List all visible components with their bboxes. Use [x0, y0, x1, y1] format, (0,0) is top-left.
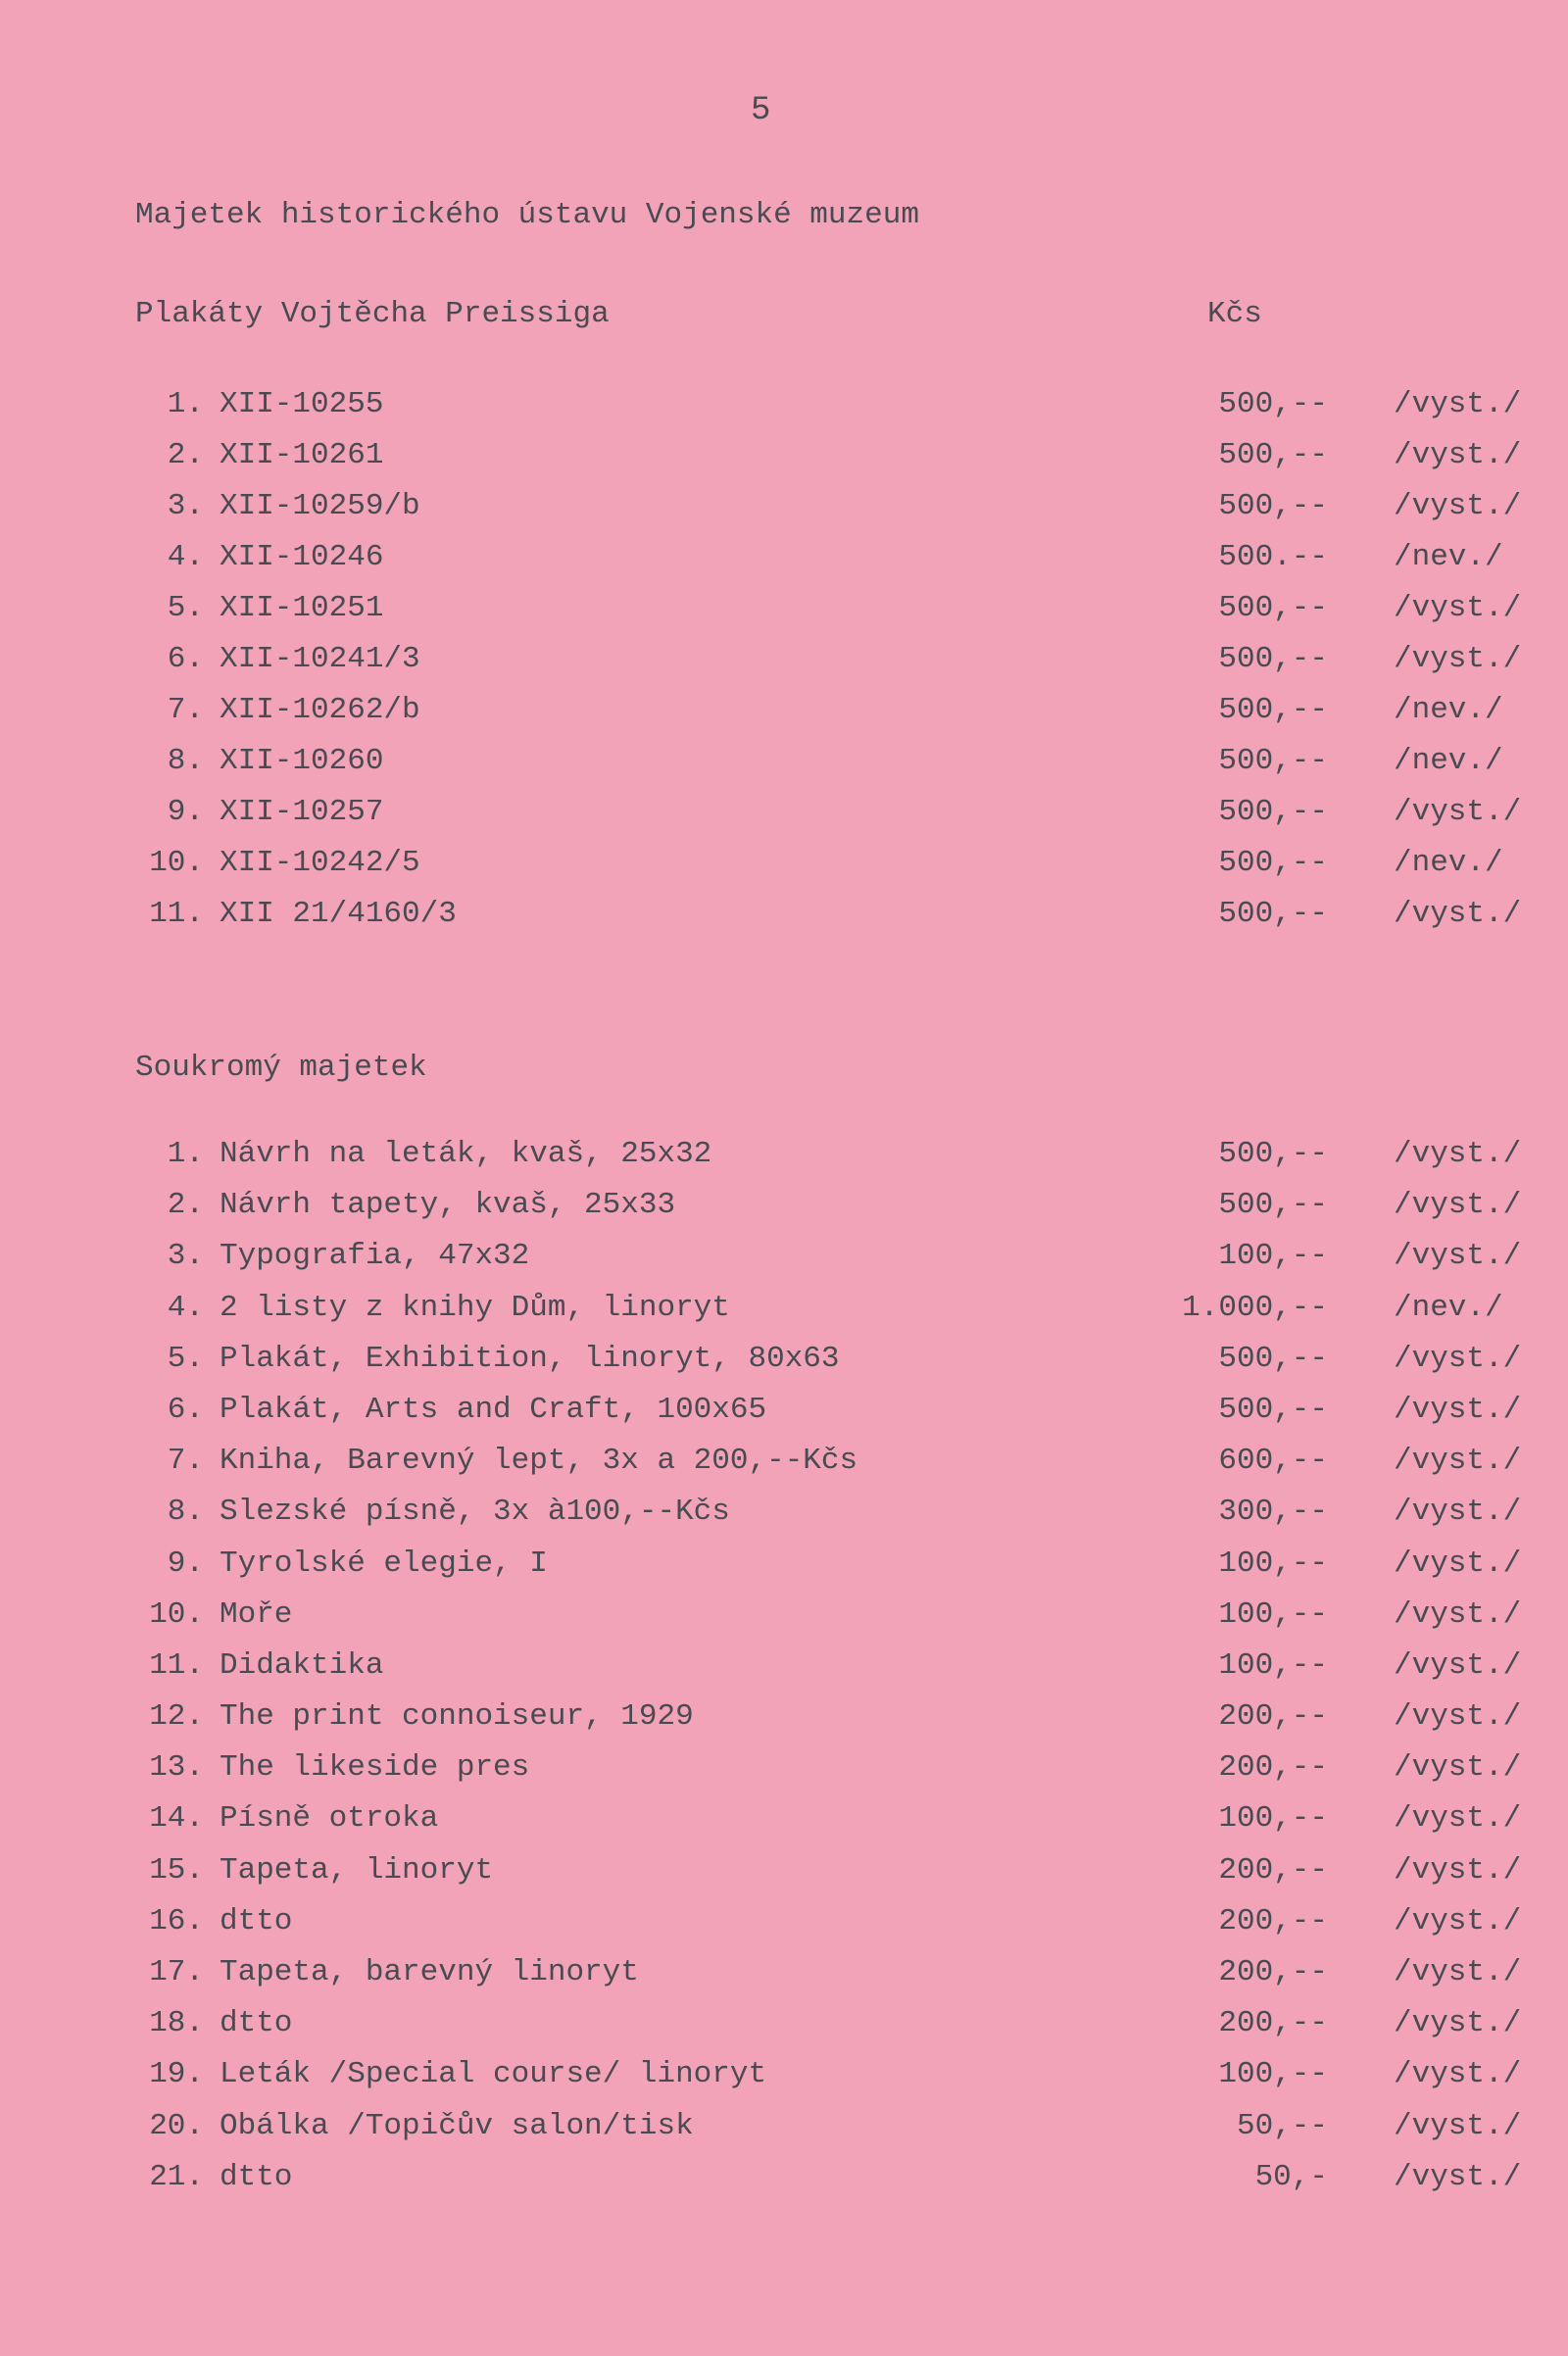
- item-number: 10.: [149, 1596, 204, 1632]
- item-price: 500,--: [1218, 438, 1328, 472]
- item-description: Návrh na leták, kvaš, 25x32: [220, 1137, 712, 1171]
- item-description: Tyrolské elegie, I: [220, 1546, 548, 1581]
- page-number: 5: [751, 92, 771, 129]
- item-price: 100,--: [1218, 2057, 1328, 2092]
- item-price: 200,--: [1218, 1699, 1328, 1735]
- list-item: [0, 1546, 1568, 1597]
- item-number: 6.: [167, 642, 204, 676]
- item-status: /vyst./: [1394, 387, 1522, 421]
- list-item: [0, 540, 1568, 591]
- item-status: /vyst./: [1394, 1444, 1522, 1479]
- section2-list: [0, 1137, 1568, 2211]
- item-status: /nev./: [1394, 1290, 1503, 1325]
- list-item: [0, 1648, 1568, 1699]
- item-description: The likeside pres: [220, 1750, 530, 1786]
- list-item: [0, 591, 1568, 642]
- item-description: Písně otroka: [220, 1801, 439, 1837]
- item-number: 9.: [167, 795, 204, 829]
- item-status: /vyst./: [1394, 1137, 1522, 1171]
- item-description: XII-10255: [220, 387, 384, 421]
- item-status: /vyst./: [1394, 1239, 1522, 1274]
- item-status: /nev./: [1394, 846, 1503, 880]
- item-status: /vyst./: [1394, 2108, 1522, 2143]
- item-description: The print connoiseur, 1929: [220, 1699, 694, 1735]
- list-item: [0, 1393, 1568, 1444]
- list-item: [0, 2057, 1568, 2108]
- list-item: [0, 642, 1568, 693]
- item-status: /vyst./: [1394, 642, 1522, 676]
- item-status: /vyst./: [1394, 1852, 1522, 1888]
- item-number: 6.: [167, 1392, 204, 1427]
- item-description: dtto: [220, 2159, 293, 2194]
- item-status: /vyst./: [1394, 2057, 1522, 2092]
- item-number: 3.: [167, 489, 204, 523]
- item-price: 100,--: [1218, 1546, 1328, 1581]
- item-price: 500,--: [1218, 693, 1328, 727]
- item-description: dtto: [220, 2006, 293, 2041]
- item-status: /vyst./: [1394, 1699, 1522, 1735]
- item-description: dtto: [220, 1903, 293, 1939]
- item-status: /vyst./: [1394, 438, 1522, 472]
- list-item: [0, 897, 1568, 948]
- item-description: XII-10257: [220, 795, 384, 829]
- item-description: XII-10242/5: [220, 846, 420, 880]
- item-number: 2.: [167, 438, 204, 472]
- list-item: [0, 1188, 1568, 1239]
- item-description: Návrh tapety, kvaš, 25x33: [220, 1188, 676, 1223]
- item-number: 14.: [149, 1801, 204, 1837]
- item-price: 50,-: [1254, 2159, 1328, 2194]
- item-description: XII-10259/b: [220, 489, 420, 523]
- item-status: /vyst./: [1394, 1903, 1522, 1939]
- item-price: 200,--: [1218, 1903, 1328, 1939]
- item-status: /vyst./: [1394, 1188, 1522, 1223]
- list-item: [0, 1597, 1568, 1648]
- section2-title: Soukromý majetek: [135, 1051, 427, 1085]
- currency-label: Kčs: [1207, 297, 1262, 331]
- item-description: XII-10262/b: [220, 693, 420, 727]
- list-item: [0, 438, 1568, 489]
- item-number: 5.: [167, 1341, 204, 1376]
- item-price: 500,--: [1218, 795, 1328, 829]
- item-number: 13.: [149, 1750, 204, 1786]
- item-description: Tapeta, barevný linoryt: [220, 1955, 639, 1989]
- item-number: 2.: [167, 1188, 204, 1223]
- item-status: /vyst./: [1394, 897, 1522, 931]
- item-price: 1.000,--: [1182, 1290, 1328, 1325]
- item-price: 200,--: [1218, 1852, 1328, 1888]
- item-number: 9.: [167, 1546, 204, 1581]
- item-status: /vyst./: [1394, 591, 1522, 625]
- item-status: /nev./: [1394, 540, 1503, 574]
- item-status: /vyst./: [1394, 1596, 1522, 1632]
- item-price: 200,--: [1218, 1750, 1328, 1786]
- list-item: [0, 2006, 1568, 2057]
- list-item: [0, 1801, 1568, 1852]
- list-item: [0, 1955, 1568, 2006]
- item-description: Plakát, Exhibition, linoryt, 80x63: [220, 1341, 840, 1376]
- list-item: [0, 1699, 1568, 1750]
- item-status: /vyst./: [1394, 1750, 1522, 1786]
- item-description: Tapeta, linoryt: [220, 1852, 494, 1888]
- item-number: 15.: [149, 1852, 204, 1888]
- item-status: /nev./: [1394, 693, 1503, 727]
- item-number: 17.: [149, 1955, 204, 1989]
- item-number: 1.: [167, 1137, 204, 1171]
- item-description: XII-10241/3: [220, 642, 420, 676]
- item-number: 7.: [167, 693, 204, 727]
- item-price: 500,--: [1218, 897, 1328, 931]
- list-item: [0, 1444, 1568, 1495]
- item-description: Didaktika: [220, 1647, 384, 1683]
- item-number: 8.: [167, 1495, 204, 1530]
- item-price: 500,--: [1218, 642, 1328, 676]
- item-description: Moře: [220, 1596, 293, 1632]
- item-price: 100,--: [1218, 1596, 1328, 1632]
- item-number: 4.: [167, 1290, 204, 1325]
- item-price: 200,--: [1218, 2006, 1328, 2041]
- item-price: 500,--: [1218, 846, 1328, 880]
- list-item: [0, 2109, 1568, 2160]
- section1-list: [0, 387, 1568, 948]
- item-price: 100,--: [1218, 1801, 1328, 1837]
- item-description: 2 listy z knihy Dům, linoryt: [220, 1290, 730, 1325]
- list-item: [0, 1291, 1568, 1342]
- item-number: 7.: [167, 1444, 204, 1479]
- list-item: [0, 1239, 1568, 1290]
- institution-title: Majetek historického ústavu Vojenské muzeum: [135, 198, 919, 232]
- item-price: 500,--: [1218, 1341, 1328, 1376]
- item-status: /nev./: [1394, 744, 1503, 778]
- item-price: 100,--: [1218, 1239, 1328, 1274]
- item-status: /vyst./: [1394, 1647, 1522, 1683]
- item-price: 500,--: [1218, 489, 1328, 523]
- item-number: 5.: [167, 591, 204, 625]
- list-item: [0, 387, 1568, 438]
- list-item: [0, 846, 1568, 897]
- item-price: 500,--: [1218, 1392, 1328, 1427]
- item-number: 21.: [149, 2159, 204, 2194]
- list-item: [0, 795, 1568, 846]
- item-description: XII-10251: [220, 591, 384, 625]
- item-price: 500,--: [1218, 591, 1328, 625]
- item-status: /vyst./: [1394, 1392, 1522, 1427]
- list-item: [0, 693, 1568, 744]
- item-number: 4.: [167, 540, 204, 574]
- item-number: 11.: [149, 897, 204, 931]
- item-status: /vyst./: [1394, 795, 1522, 829]
- item-description: Kniha, Barevný lept, 3x a 200,--Kčs: [220, 1444, 858, 1479]
- item-status: /vyst./: [1394, 1955, 1522, 1989]
- item-number: 11.: [149, 1647, 204, 1683]
- list-item: [0, 1750, 1568, 1801]
- item-price: 500,--: [1218, 1137, 1328, 1171]
- item-price: 600,--: [1218, 1444, 1328, 1479]
- item-number: 1.: [167, 387, 204, 421]
- item-price: 500.--: [1218, 540, 1328, 574]
- item-price: 500,--: [1218, 387, 1328, 421]
- item-description: Leták /Special course/ linoryt: [220, 2057, 767, 2092]
- item-price: 200,--: [1218, 1955, 1328, 1989]
- section1-title: Plakáty Vojtěcha Preissiga: [135, 297, 610, 331]
- item-status: /vyst./: [1394, 2006, 1522, 2041]
- list-item: [0, 1137, 1568, 1188]
- item-status: /vyst./: [1394, 2159, 1522, 2194]
- item-price: 300,--: [1218, 1495, 1328, 1530]
- item-number: 10.: [149, 846, 204, 880]
- item-number: 16.: [149, 1903, 204, 1939]
- item-status: /vyst./: [1394, 1801, 1522, 1837]
- item-status: /vyst./: [1394, 1495, 1522, 1530]
- item-number: 12.: [149, 1699, 204, 1735]
- list-item: [0, 489, 1568, 540]
- item-status: /vyst./: [1394, 1341, 1522, 1376]
- list-item: [0, 1342, 1568, 1393]
- item-price: 50,--: [1236, 2108, 1328, 2143]
- item-description: Obálka /Topičův salon/tisk: [220, 2108, 694, 2143]
- item-description: Typografia, 47x32: [220, 1239, 530, 1274]
- item-number: 8.: [167, 744, 204, 778]
- list-item: [0, 1904, 1568, 1955]
- item-price: 500,--: [1218, 1188, 1328, 1223]
- item-status: /vyst./: [1394, 489, 1522, 523]
- list-item: [0, 1853, 1568, 1904]
- item-number: 20.: [149, 2108, 204, 2143]
- item-description: XII 21/4160/3: [220, 897, 457, 931]
- item-price: 500,--: [1218, 744, 1328, 778]
- item-description: XII-10260: [220, 744, 384, 778]
- item-status: /vyst./: [1394, 1546, 1522, 1581]
- list-item: [0, 2160, 1568, 2211]
- item-number: 19.: [149, 2057, 204, 2092]
- list-item: [0, 1495, 1568, 1546]
- item-number: 3.: [167, 1239, 204, 1274]
- item-description: XII-10261: [220, 438, 384, 472]
- list-item: [0, 744, 1568, 795]
- item-description: Plakát, Arts and Craft, 100x65: [220, 1392, 767, 1427]
- item-description: Slezské písně, 3x à100,--Kčs: [220, 1495, 730, 1530]
- item-number: 18.: [149, 2006, 204, 2041]
- item-description: XII-10246: [220, 540, 384, 574]
- item-price: 100,--: [1218, 1647, 1328, 1683]
